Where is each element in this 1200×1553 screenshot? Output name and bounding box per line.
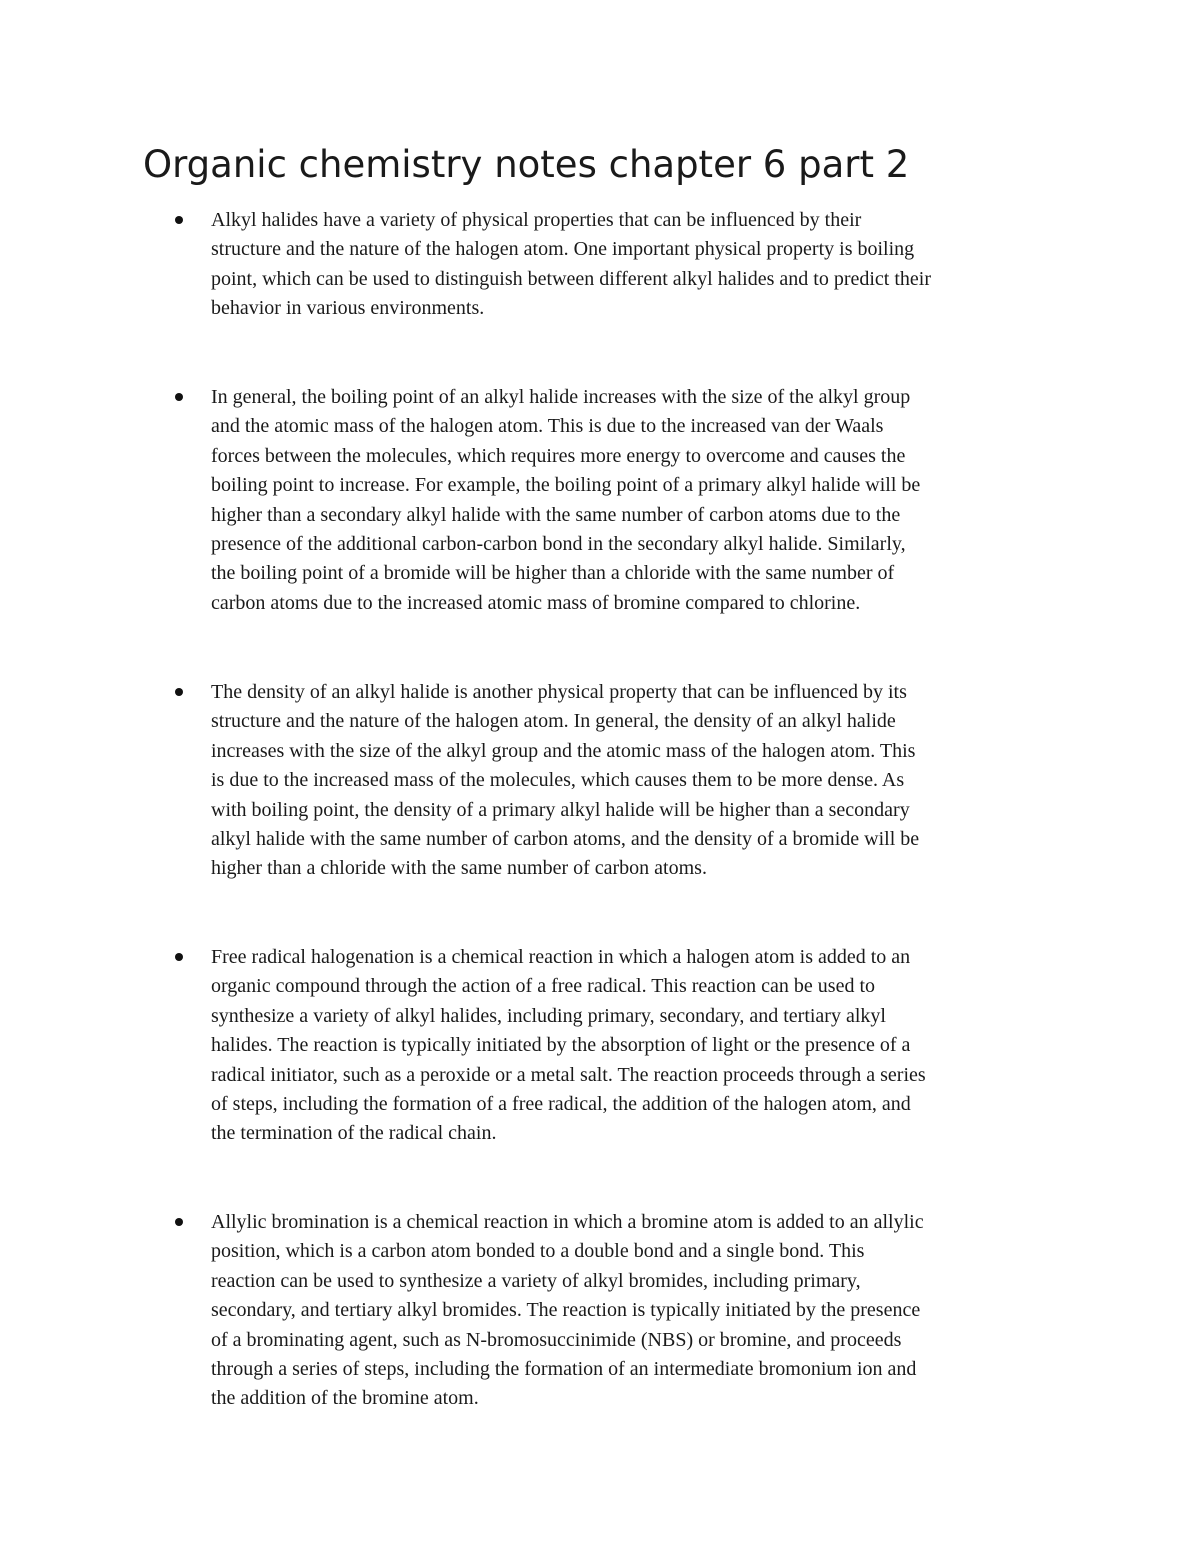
text-line: forces between the molecules, which requires more energy to overcome and causes the bbox=[211, 444, 906, 467]
text-line: the addition of the bromine atom. bbox=[211, 1387, 479, 1410]
text-line: position, which is a carbon atom bonded to a double bond and a single bond. This bbox=[211, 1240, 865, 1263]
text-line: presence of the additional carbon-carbon bond in the secondary alkyl halide. Similarly, bbox=[211, 533, 906, 556]
bullet-item-allylic-bromination bbox=[211, 1208, 1073, 1414]
bullet-icon bbox=[175, 216, 183, 224]
bullet-item-physical-properties bbox=[211, 206, 1073, 324]
text-line: through a series of steps, including the formation of an intermediate bromonium ion and bbox=[211, 1358, 917, 1381]
text-line: of steps, including the formation of a free radical, the addition of the halogen atom, and bbox=[211, 1093, 911, 1116]
bullet-item-free-radical-halogenation bbox=[211, 943, 1073, 1149]
bullet-icon bbox=[175, 1218, 183, 1226]
text-line: alkyl halide with the same number of carbon atoms, and the density of a bromide will be bbox=[211, 828, 920, 851]
text-line: halides. The reaction is typically initiated by the absorption of light or the presence of a bbox=[211, 1034, 911, 1057]
text-line: radical initiator, such as a peroxide or a metal salt. The reaction proceeds through a series bbox=[211, 1063, 926, 1086]
text-line: reaction can be used to synthesize a variety of alkyl bromides, including primary, bbox=[211, 1269, 861, 1292]
bullet-item-boiling-point bbox=[211, 383, 1073, 618]
text-line: the termination of the radical chain. bbox=[211, 1122, 497, 1145]
text-line: Alkyl halides have a variety of physical properties that can be influenced by their bbox=[211, 209, 862, 231]
text-line: Free radical halogenation is a chemical reaction in which a halogen atom is added to an bbox=[211, 946, 911, 968]
text-line: structure and the nature of the halogen atom. In general, the density of an alkyl halide bbox=[211, 710, 896, 733]
text-line: The density of an alkyl halide is another physical property that can be influenced by its bbox=[211, 681, 907, 703]
text-line: organic compound through the action of a free radical. This reaction can be used to bbox=[211, 975, 876, 998]
bullet-icon bbox=[175, 953, 183, 961]
text-line: increases with the size of the alkyl group and the atomic mass of the halogen atom. This bbox=[211, 739, 916, 762]
bullet-icon bbox=[175, 688, 183, 696]
text-line: is due to the increased mass of the molecules, which causes them to be more dense. As bbox=[211, 769, 905, 792]
text-line: behavior in various environments. bbox=[211, 297, 485, 320]
text-line: the boiling point of a bromide will be higher than a chloride with the same number of bbox=[211, 562, 895, 585]
text-line: boiling point to increase. For example, the boiling point of a primary alkyl halide will be bbox=[211, 474, 921, 497]
text-line: with boiling point, the density of a primary alkyl halide will be higher than a secondary bbox=[211, 798, 910, 821]
text-line: and the atomic mass of the halogen atom. This is due to the increased van der Waals bbox=[211, 415, 884, 438]
bullet-icon bbox=[175, 393, 183, 401]
text-line: In general, the boiling point of an alkyl halide increases with the size of the alkyl group bbox=[211, 386, 911, 408]
text-line: higher than a chloride with the same number of carbon atoms. bbox=[211, 857, 707, 880]
page-title: Organic chemistry notes chapter 6 part 2 bbox=[143, 143, 910, 186]
text-line: of a brominating agent, such as N-bromosuccinimide (NBS) or bromine, and proceeds bbox=[211, 1328, 902, 1351]
text-line: synthesize a variety of alkyl halides, including primary, secondary, and tertiary alkyl bbox=[211, 1004, 886, 1027]
text-line: carbon atoms due to the increased atomic mass of bromine compared to chlorine. bbox=[211, 591, 861, 614]
text-line: higher than a secondary alkyl halide with the same number of carbon atoms due to the bbox=[211, 503, 901, 526]
text-line: point, which can be used to distinguish between different alkyl halides and to predict their bbox=[211, 267, 931, 290]
text-line: Allylic bromination is a chemical reaction in which a bromine atom is added to an allylic bbox=[211, 1211, 924, 1233]
bullet-item-density bbox=[211, 678, 1073, 884]
text-line: secondary, and tertiary alkyl bromides. The reaction is typically initiated by the presence bbox=[211, 1299, 921, 1322]
text-line: structure and the nature of the halogen atom. One important physical property is boiling bbox=[211, 238, 915, 261]
